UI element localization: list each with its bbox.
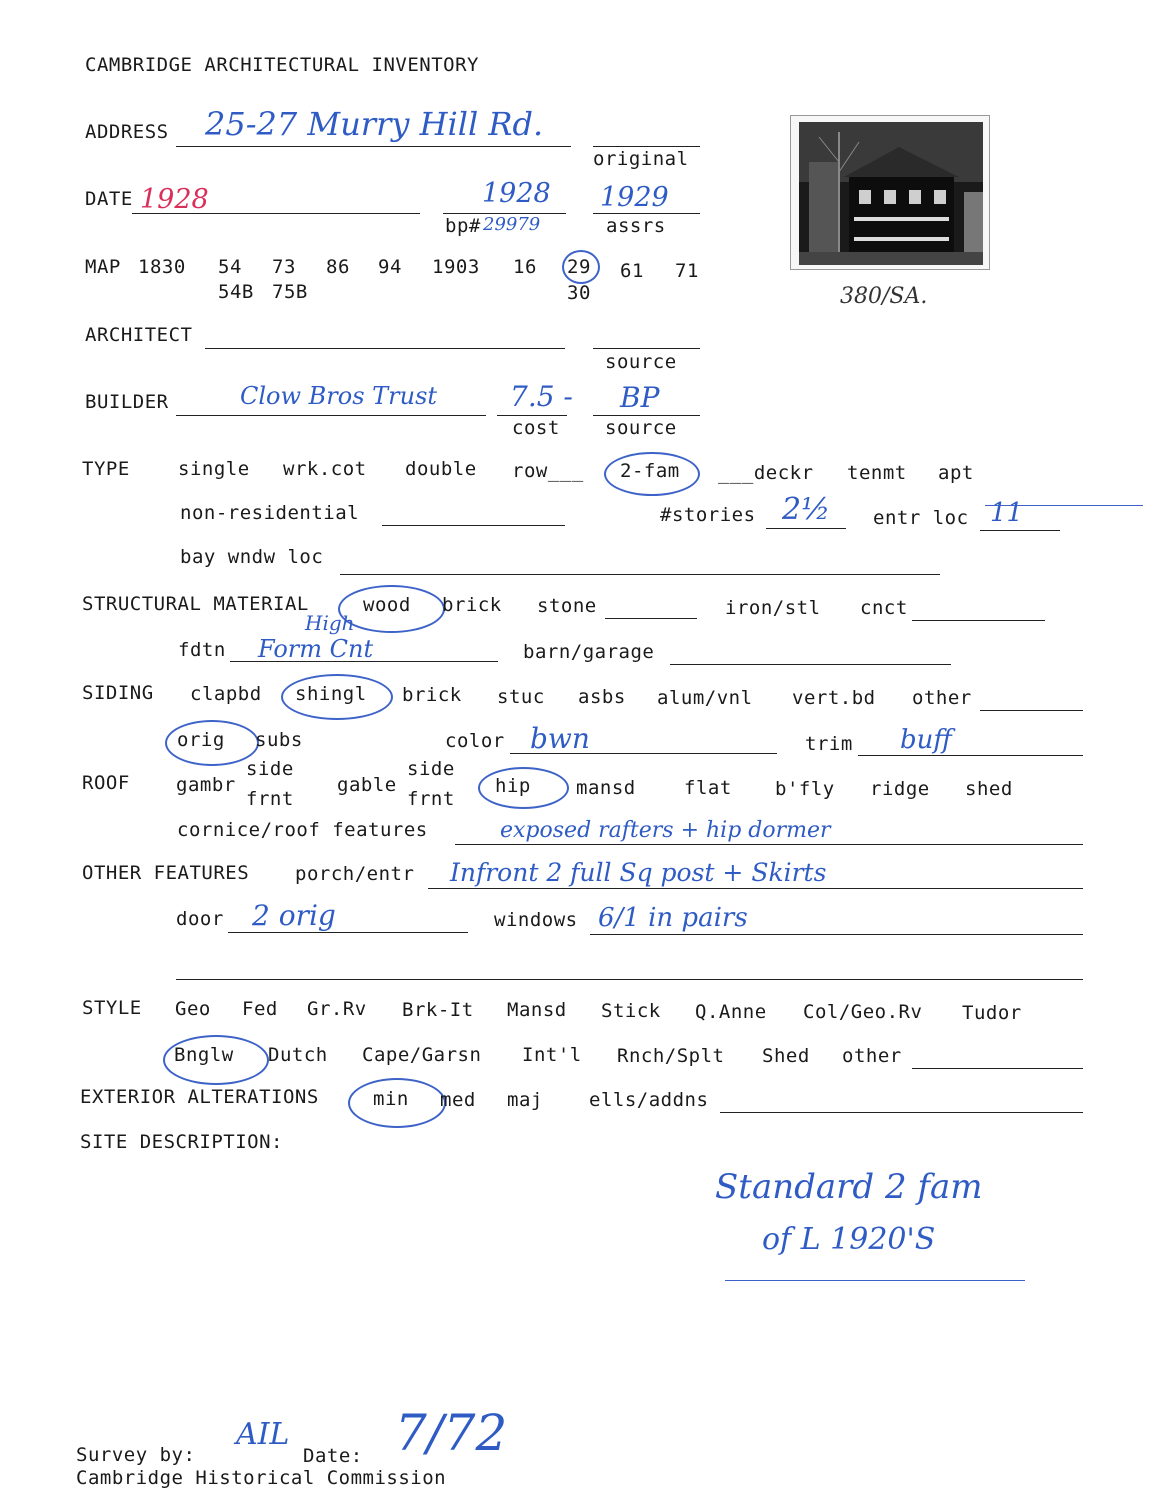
- fdtn-label: fdtn: [178, 639, 226, 661]
- stories-label: #stories: [660, 504, 756, 526]
- type-2fam-circle: [604, 452, 700, 496]
- style-mansd: Mansd: [507, 999, 567, 1021]
- cornice-label: cornice/roof features: [177, 819, 428, 841]
- type-double: double: [405, 458, 477, 480]
- style-other-line: [912, 1068, 1083, 1069]
- roof-shed: shed: [965, 778, 1013, 800]
- survey-by-value: AIL: [236, 1417, 290, 1452]
- siding-shingl-circle: [281, 674, 393, 720]
- style-bnglw-circle: [163, 1035, 269, 1085]
- siding-asbs: asbs: [578, 686, 626, 708]
- map-year-16: 16: [513, 256, 537, 278]
- roof-gable-side: side: [407, 758, 455, 780]
- siding-stuc: stuc: [497, 686, 545, 708]
- type-deckr: ___deckr: [718, 462, 814, 484]
- ells-line: [720, 1112, 1083, 1113]
- style-rnchsplt: Rnch/Splt: [617, 1045, 725, 1067]
- stone-line: [605, 618, 697, 619]
- porch-line: [428, 888, 1083, 889]
- roof-gable-frnt: frnt: [407, 788, 455, 810]
- site-label: SITE DESCRIPTION:: [80, 1131, 283, 1153]
- structural-ironstl: iron/stl: [725, 597, 821, 619]
- style-stick: Stick: [601, 1000, 661, 1022]
- original-line: [593, 146, 700, 147]
- extra-features-line: [176, 979, 1083, 980]
- type-row: row___: [512, 460, 584, 482]
- roof-bfly: b'fly: [775, 778, 835, 800]
- style-geo: Geo: [175, 998, 211, 1020]
- cnct-line: [912, 620, 1045, 621]
- map-year-61: 61: [620, 260, 644, 282]
- date-label: DATE: [85, 188, 133, 210]
- architect-source-label: source: [605, 351, 677, 373]
- cost-line: [497, 415, 567, 416]
- door-line: [228, 932, 468, 933]
- assrs-line: [593, 213, 700, 214]
- site-desc-underline: [725, 1280, 1025, 1281]
- siding-shingl: shingl: [295, 683, 367, 705]
- map-year-30: 30: [567, 282, 591, 304]
- ext-alt-ellsaddns: ells/addns: [589, 1089, 709, 1111]
- type-single: single: [178, 458, 250, 480]
- ext-alt-min-circle: [348, 1078, 446, 1128]
- bp-number: 29979: [483, 214, 541, 235]
- style-tudor: Tudor: [962, 1002, 1022, 1024]
- fdtn-value: Form Cnt: [258, 635, 374, 663]
- builder-line: [176, 415, 486, 416]
- map-year-54: 54: [218, 256, 242, 278]
- photo-ref: 380/SA.: [840, 284, 928, 309]
- roof-label: ROOF: [82, 772, 130, 794]
- ext-alt-min: min: [373, 1088, 409, 1110]
- fdtn-above-value: High: [305, 611, 355, 635]
- builder-source-line: [593, 415, 700, 416]
- stories-value: 2½: [782, 492, 831, 527]
- color-label: color: [445, 730, 505, 752]
- survey-date-value: 7/72: [395, 1404, 508, 1462]
- barn-label: barn/garage: [523, 641, 655, 663]
- stories-line: [766, 528, 846, 529]
- nonres-label: non-residential: [180, 502, 360, 524]
- other-features-label: OTHER FEATURES: [82, 862, 250, 884]
- address-value: 25-27 Murry Hill Rd.: [205, 105, 544, 143]
- roof-hip: hip: [495, 775, 531, 797]
- roof-gambr-frnt: frnt: [246, 788, 294, 810]
- map-year-1830: 1830: [138, 256, 186, 278]
- assrs-label: assrs: [606, 215, 666, 237]
- map-year-75b: 75B: [272, 281, 308, 303]
- orig-label: orig: [177, 729, 225, 751]
- address-line: [176, 146, 571, 147]
- map-29-circle: [562, 250, 600, 284]
- type-tenmt: tenmt: [847, 462, 907, 484]
- ext-alt-med: med: [440, 1089, 476, 1111]
- architect-label: ARCHITECT: [85, 324, 193, 346]
- style-fed: Fed: [242, 998, 278, 1020]
- roof-flat: flat: [684, 777, 732, 799]
- commission-name: Cambridge Historical Commission: [76, 1467, 447, 1489]
- house-photo-icon: [799, 122, 983, 265]
- ext-alt-label: EXTERIOR ALTERATIONS: [80, 1086, 319, 1108]
- porch-label: porch/entr: [295, 863, 415, 885]
- address-label: ADDRESS: [85, 121, 169, 143]
- map-label: MAP: [85, 256, 121, 278]
- architect-line: [205, 348, 565, 349]
- trim-value: buff: [900, 725, 952, 755]
- porch-value: Infront 2 full Sq post + Skirts: [450, 858, 827, 887]
- style-intl: Int'l: [522, 1044, 582, 1066]
- trim-label: trim: [805, 733, 853, 755]
- date-bp-year: 1928: [482, 178, 551, 209]
- barn-line: [670, 664, 951, 665]
- photo-image: [799, 122, 981, 263]
- builder-source-label: source: [605, 417, 677, 439]
- style-colgeorv: Col/Geo.Rv: [803, 1001, 923, 1023]
- builder-label: BUILDER: [85, 391, 169, 413]
- roof-mansd: mansd: [576, 777, 636, 799]
- map-year-1903: 1903: [432, 256, 480, 278]
- structural-stone: stone: [537, 595, 597, 617]
- style-bnglw: Bnglw: [174, 1044, 234, 1066]
- windows-line: [590, 934, 1083, 935]
- map-year-71: 71: [675, 260, 699, 282]
- bay-label: bay wndw loc: [180, 546, 324, 568]
- site-desc-line2: of L 1920'S: [762, 1222, 936, 1257]
- style-capegarsn: Cape/Garsn: [362, 1044, 482, 1066]
- trim-line: [858, 755, 1083, 756]
- date-line: [132, 213, 420, 214]
- siding-other-line: [980, 710, 1083, 711]
- map-year-73: 73: [272, 256, 296, 278]
- door-label: door: [176, 908, 224, 930]
- entr-loc-label: entr loc: [873, 507, 969, 529]
- style-dutch: Dutch: [268, 1044, 328, 1066]
- style-other: other: [842, 1045, 902, 1067]
- entr-loc-value: 11: [990, 498, 1024, 528]
- type-label: TYPE: [82, 458, 130, 480]
- structural-cnct: cnct: [860, 597, 908, 619]
- structural-label: STRUCTURAL MATERIAL: [82, 593, 309, 615]
- site-desc-line1: Standard 2 fam: [715, 1167, 983, 1207]
- structural-brick: brick: [442, 594, 502, 616]
- type-apt: apt: [938, 462, 974, 484]
- style-grrv: Gr.Rv: [307, 998, 367, 1020]
- color-line: [510, 753, 777, 754]
- roof-hip-circle: [478, 767, 569, 809]
- siding-clapbd: clapbd: [190, 683, 262, 705]
- building-photo: [790, 115, 990, 270]
- map-year-29: 29: [567, 256, 591, 278]
- siding-vertbd: vert.bd: [792, 687, 876, 709]
- roof-gambr: gambr: [176, 774, 236, 796]
- map-year-54b: 54B: [218, 281, 254, 303]
- builder-source-value: BP: [620, 381, 660, 414]
- map-year-94: 94: [378, 256, 402, 278]
- nonres-line: [382, 525, 565, 526]
- form-title: CAMBRIDGE ARCHITECTURAL INVENTORY: [85, 54, 479, 76]
- siding-label: SIDING: [82, 682, 154, 704]
- cornice-line: [455, 844, 1083, 845]
- survey-date-label: Date:: [303, 1445, 363, 1467]
- bp-label: bp#: [445, 215, 481, 237]
- color-value: bwn: [530, 722, 590, 755]
- cornice-value: exposed rafters + hip dormer: [500, 818, 831, 843]
- siding-brick: brick: [402, 684, 462, 706]
- style-brkit: Brk-It: [402, 999, 474, 1021]
- entr-loc-ink-line: [985, 505, 1143, 506]
- style-shed: Shed: [762, 1045, 810, 1067]
- style-qanne: Q.Anne: [695, 1001, 767, 1023]
- orig-circle: [165, 720, 259, 766]
- cost-value: 7.5 -: [510, 380, 573, 413]
- windows-label: windows: [494, 909, 578, 931]
- roof-gable: gable: [337, 774, 397, 796]
- original-label: original: [593, 148, 689, 170]
- roof-gambr-side: side: [246, 758, 294, 780]
- siding-other: other: [912, 687, 972, 709]
- ext-alt-maj: maj: [507, 1089, 543, 1111]
- door-value: 2 orig: [252, 899, 336, 932]
- subs-label: subs: [255, 729, 303, 751]
- builder-value: Clow Bros Trust: [240, 382, 438, 410]
- architect-source-line: [593, 348, 700, 349]
- structural-wood: wood: [363, 594, 411, 616]
- type-wrkcot: wrk.cot: [283, 458, 367, 480]
- survey-label: Survey by:: [76, 1444, 196, 1466]
- roof-ridge: ridge: [870, 778, 930, 800]
- siding-alumvnl: alum/vnl: [657, 687, 753, 709]
- type-2fam: 2-fam: [620, 460, 680, 482]
- style-label: STYLE: [82, 997, 142, 1019]
- bay-line: [340, 574, 940, 575]
- fdtn-line: [230, 661, 498, 662]
- entr-loc-line: [980, 530, 1060, 531]
- assrs-year: 1929: [600, 182, 669, 213]
- windows-value: 6/1 in pairs: [598, 903, 748, 933]
- map-year-86: 86: [326, 256, 350, 278]
- cost-label: cost: [512, 417, 560, 439]
- date-red-value: 1928: [140, 184, 209, 215]
